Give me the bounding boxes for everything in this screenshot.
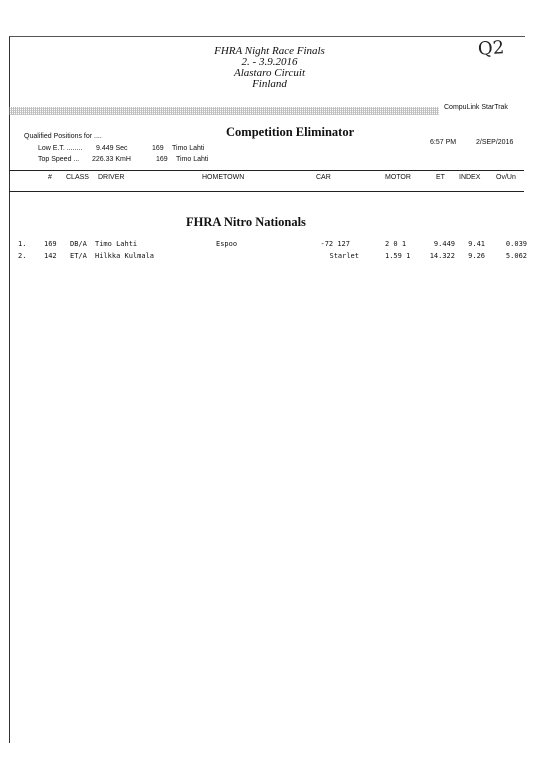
event-title: FHRA Night Race Finals — [214, 45, 325, 57]
row-position: 1. — [18, 240, 27, 248]
row-position: 2. — [18, 252, 27, 260]
row-ovun: 0.039 — [505, 240, 527, 248]
hatched-divider — [9, 107, 439, 115]
row-class: DB/A — [70, 240, 87, 248]
col-driver: DRIVER — [98, 174, 125, 181]
col-index: INDEX — [459, 174, 481, 181]
header-rule-bottom — [9, 191, 524, 192]
row-car: Starlet — [329, 252, 359, 260]
col-num: # — [48, 174, 52, 181]
event-venue: Alastaro Circuit — [234, 67, 305, 79]
row-car-number: 142 — [44, 252, 57, 260]
row-index: 9.26 — [468, 252, 485, 260]
low-et-value: 9.449 Sec — [96, 145, 128, 152]
col-hometown: HOMETOWN — [202, 174, 245, 181]
low-et-car: 169 — [152, 145, 164, 152]
row-driver: Timo Lahti — [95, 240, 138, 248]
event-dates: 2. - 3.9.2016 — [241, 56, 298, 68]
col-ovun: Ov/Un — [496, 174, 516, 181]
top-speed-value: 226.33 KmH — [92, 156, 131, 163]
row-class: ET/A — [70, 252, 87, 260]
event-header — [0, 46, 539, 90]
low-et-driver: Timo Lahti — [172, 145, 205, 152]
report-time: 6:57 PM — [430, 139, 457, 146]
col-et: ET — [436, 174, 445, 181]
report-date: 2/SEP/2016 — [476, 139, 514, 146]
top-speed-label: Top Speed ... — [38, 156, 80, 163]
event-country: Finland — [252, 78, 287, 90]
row-driver: Hilkka Kulmala — [95, 252, 155, 260]
top-speed-car: 169 — [156, 156, 168, 163]
col-motor: MOTOR — [385, 174, 411, 181]
row-et: 9.449 — [433, 240, 455, 248]
row-hometown: Espoo — [216, 240, 238, 248]
row-et: 14.322 — [429, 252, 455, 260]
row-car: -72 127 — [320, 240, 350, 248]
system-label: CompuLink StarTrak — [444, 104, 508, 111]
header-rule-top — [9, 170, 524, 171]
section-title: FHRA Nitro Nationals — [186, 215, 306, 229]
row-index: 9.41 — [468, 240, 485, 248]
col-class: CLASS — [66, 174, 89, 181]
row-motor: 2 0 1 — [385, 240, 407, 248]
handwritten-mark: Q2 — [477, 37, 505, 60]
col-car: CAR — [316, 174, 331, 181]
eliminator-title: Competition Eliminator — [226, 125, 355, 139]
row-ovun: 5.062 — [505, 252, 527, 260]
top-speed-driver: Timo Lahti — [176, 156, 209, 163]
low-et-label: Low E.T. ........ — [38, 145, 83, 152]
row-car-number: 169 — [44, 240, 57, 248]
row-motor: 1.59 1 — [385, 252, 411, 260]
qualified-label: Qualified Positions for .... — [24, 133, 102, 140]
